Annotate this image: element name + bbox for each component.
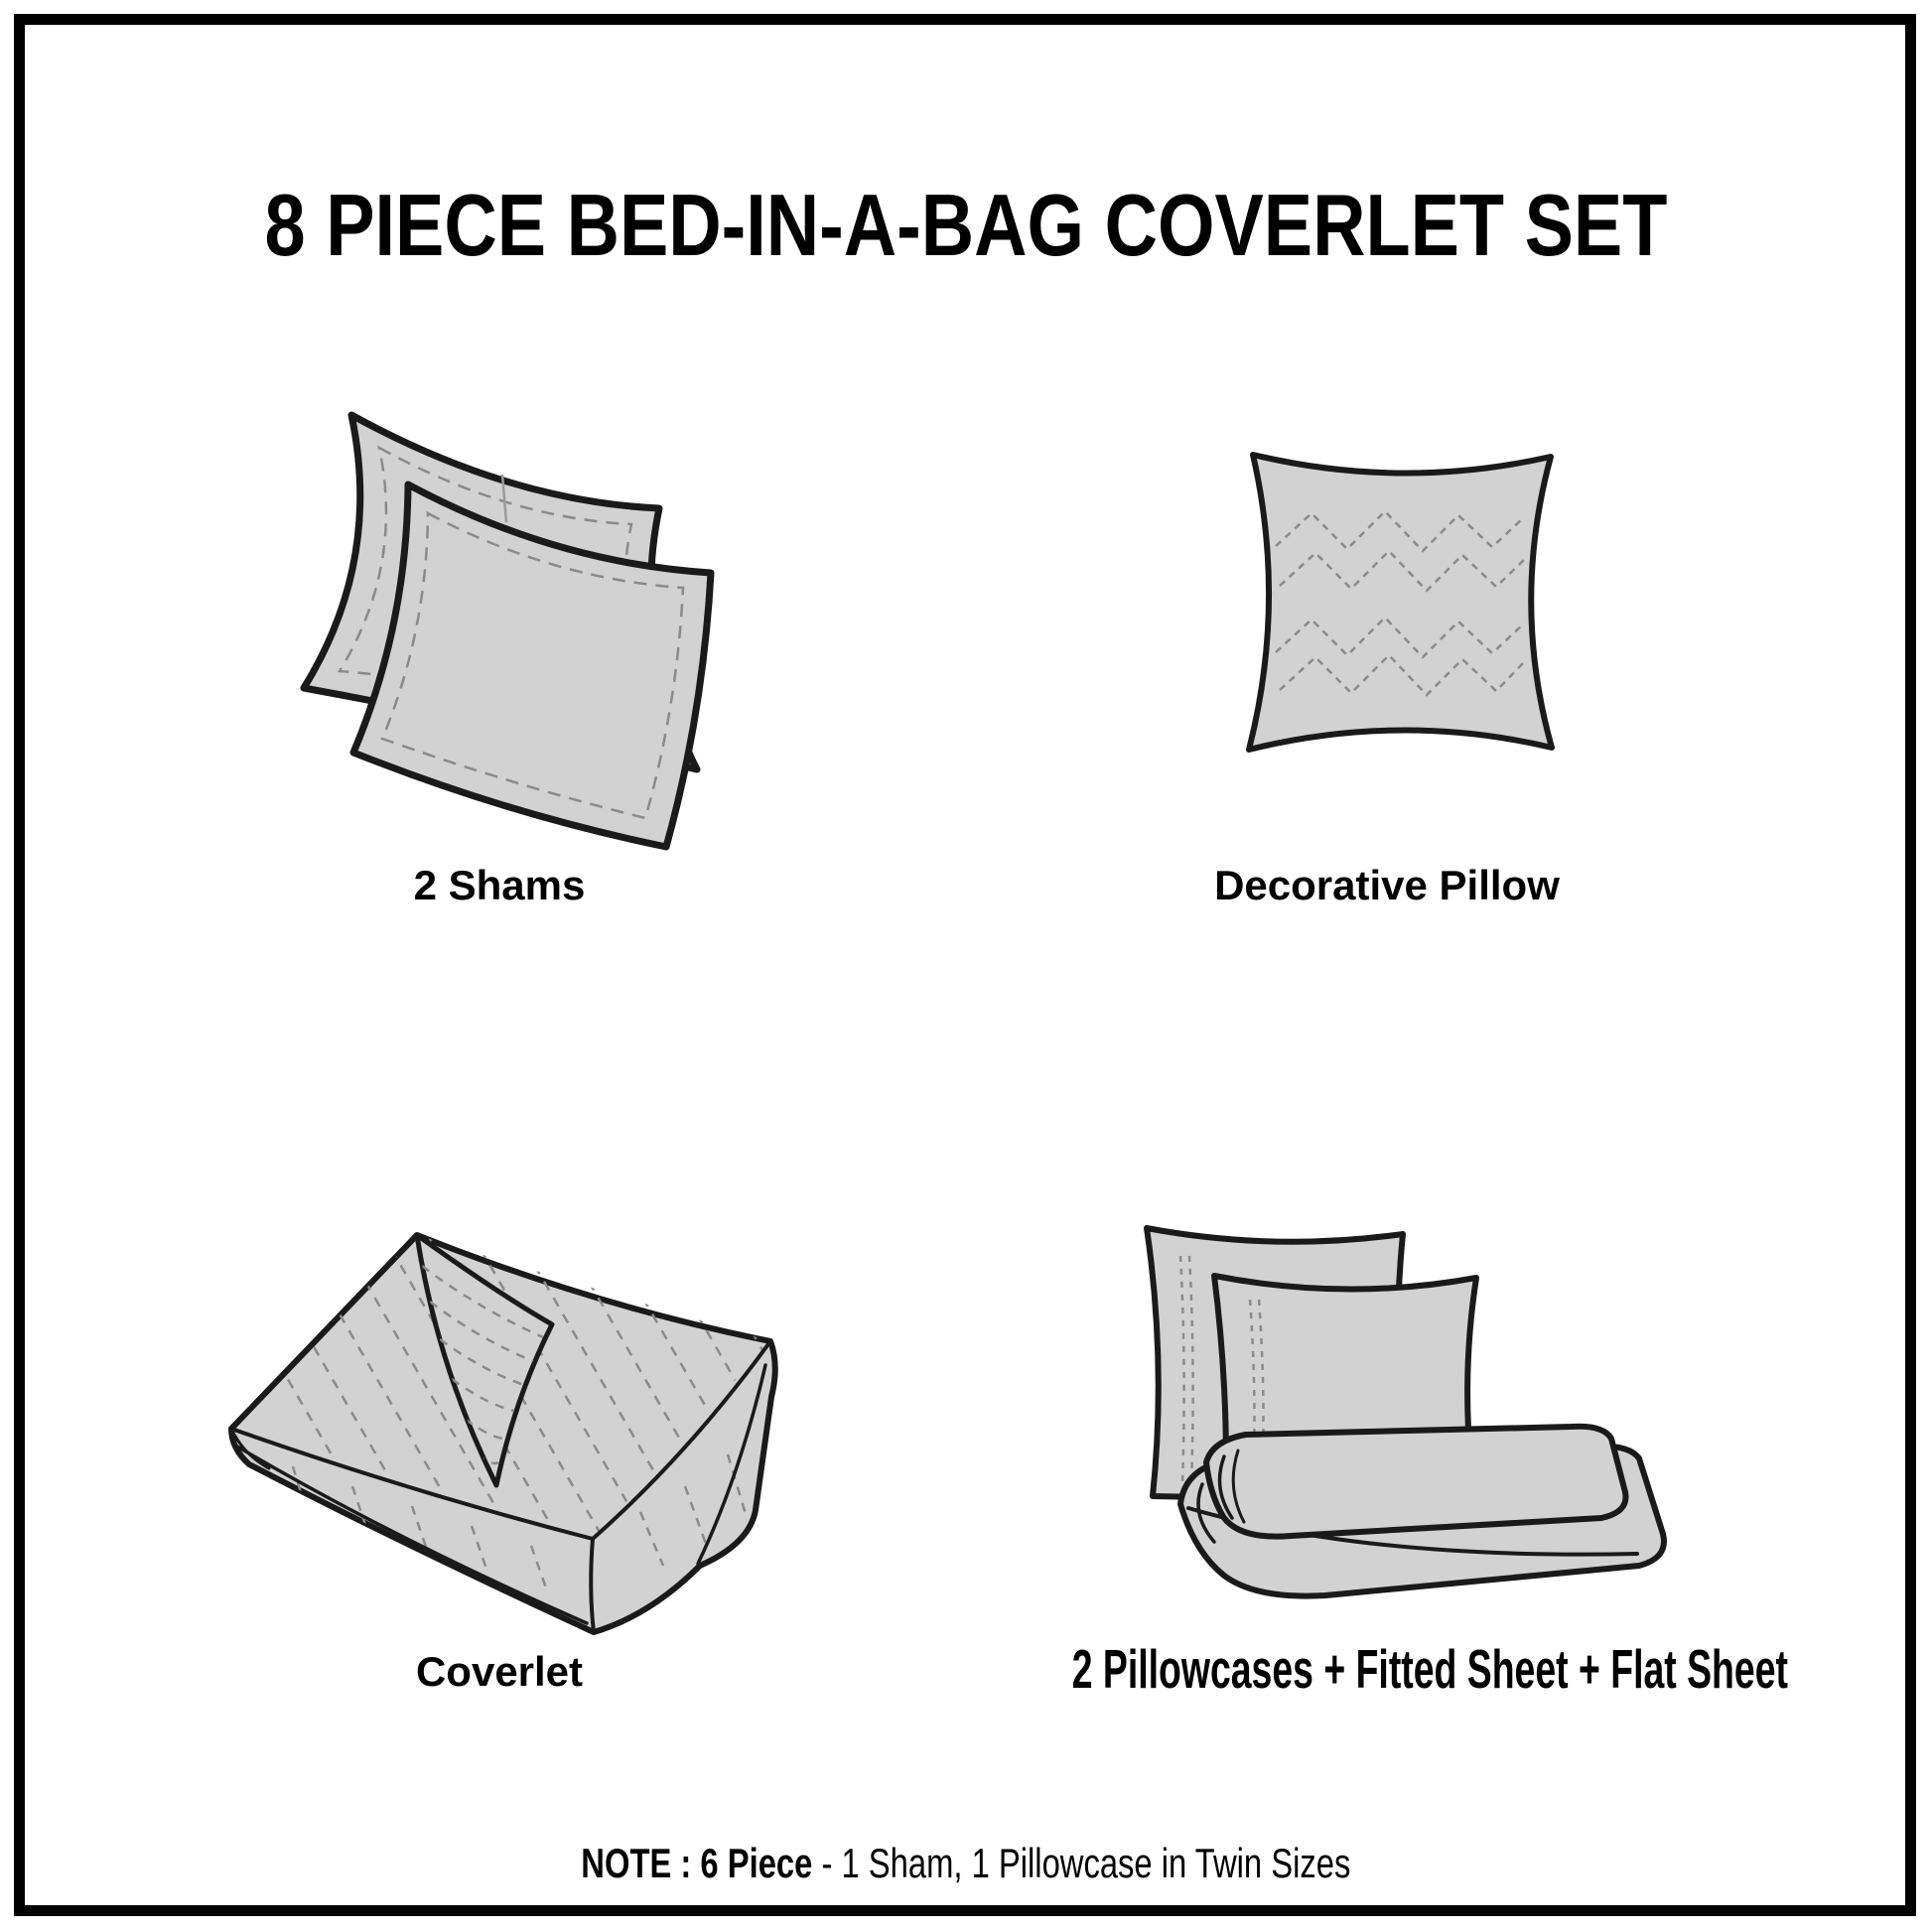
size-note-bold: NOTE : 6 Piece bbox=[581, 1840, 813, 1886]
page-title bbox=[0, 175, 1932, 274]
size-note bbox=[0, 1841, 1932, 1886]
coverlet-figure bbox=[223, 1216, 799, 1643]
coverlet-illustration bbox=[223, 1216, 799, 1643]
shams-illustration bbox=[248, 328, 784, 854]
decorative-pillow-label: Decorative Pillow bbox=[1214, 862, 1560, 908]
sheets-label-text: 2 Pillowcases + Fitted Sheet + Flat Sheet bbox=[1071, 1638, 1788, 1700]
shams-figure bbox=[248, 328, 784, 854]
size-note-text bbox=[581, 1841, 1350, 1886]
size-note-regular: - 1 Sham, 1 Pillowcase in Twin Sizes bbox=[812, 1840, 1351, 1886]
shams-label: 2 Shams bbox=[413, 862, 586, 908]
coverlet-label: Coverlet bbox=[415, 1648, 584, 1695]
sheets-label bbox=[903, 1638, 1896, 1701]
sheets-illustration bbox=[1107, 1206, 1703, 1603]
page-title-text: 8 PIECE BED-IN-A-BAG COVERLET SET bbox=[264, 175, 1668, 274]
decorative-pillow-figure bbox=[1236, 442, 1564, 759]
sheets-figure bbox=[1107, 1206, 1703, 1603]
decorative-pillow-illustration bbox=[1236, 442, 1564, 759]
